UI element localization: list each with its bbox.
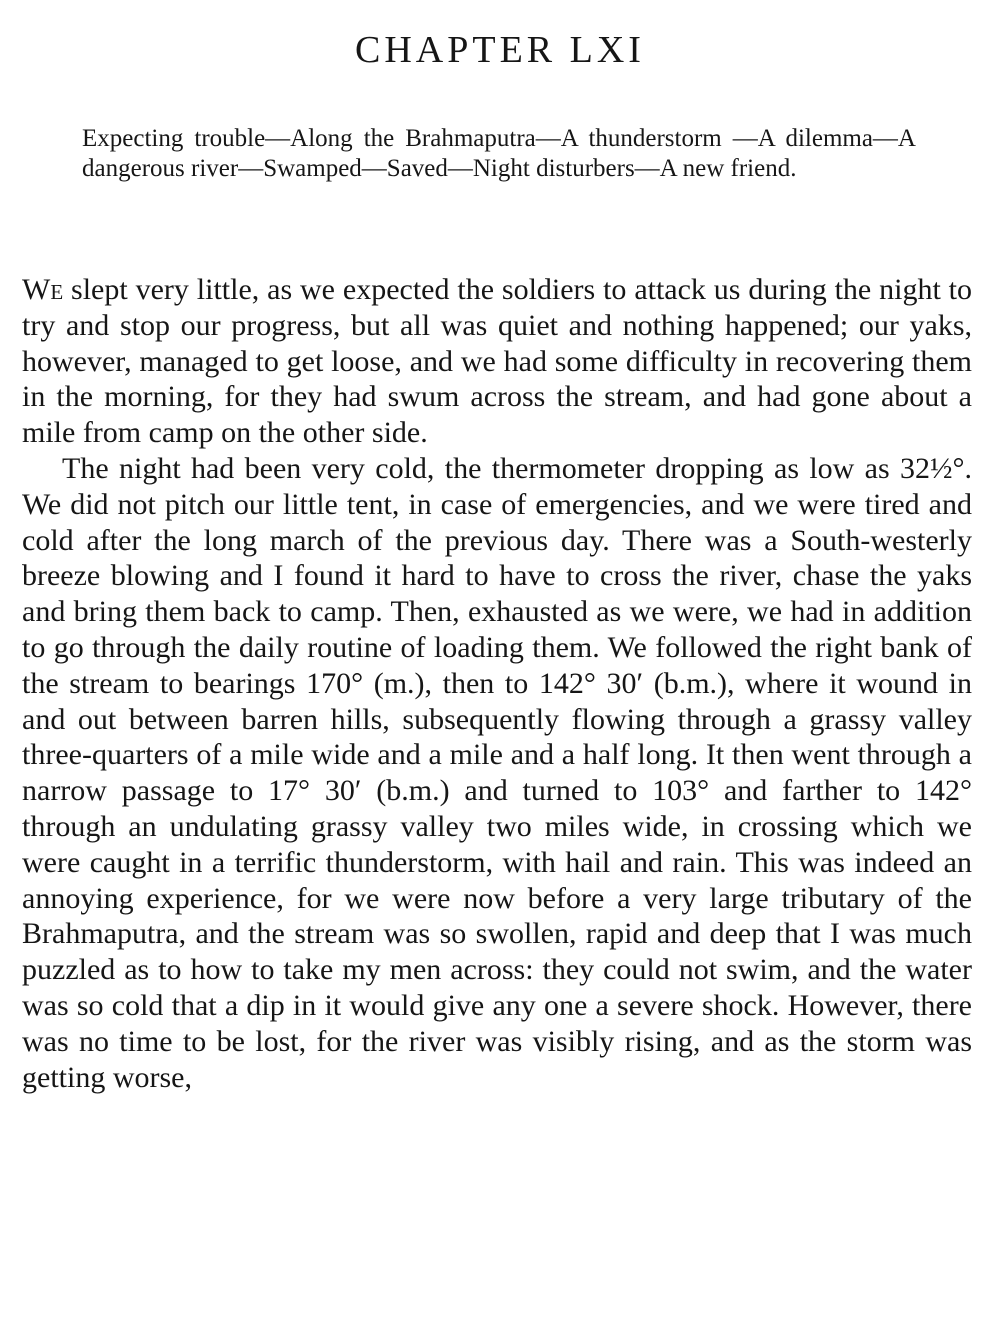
paragraph-1-text: slept very little, as we expected the soldiers to attack us during the night to try and stop our progress, but all was quiet and nothing happened; our yaks, however, managed to get loose, and we had some difficulty in recovering them in the morning, for they had swum across the stream, and had gone about a mile from camp on the other side. (22, 273, 972, 450)
chapter-body (22, 272, 972, 1095)
chapter-title: CHAPTER LXI (355, 29, 645, 71)
paragraph-2: The night had been very cold, the thermometer dropping as low as 32½°. We did not pitch our little tent, in case of emergencies, and we were tired and cold after the long march of the previous day. There was a South-westerly breeze blowing and I found it hard to have to cross the river, chase the yaks and bring them back to camp. Then, exhausted as we were, we had in addition to go through the daily routine of loading them. We followed the right bank of the stream to bearings 170° (m.), then to 142° 30′ (b.m.), where it wound in and out between barren hills, subsequently flowing through a grassy valley three-quarters of a mile wide and a mile and a half long. It then went through a narrow passage to 17° 30′ (b.m.) and turned to 103° and farther to 142° through an undulating grassy valley two miles wide, in crossing which we were caught in a terrific thunderstorm, with hail and rain. This was indeed an annoying experience, for we were now before a very large tributary of the Brahmaputra, and the stream was so swollen, rapid and deep that I was much puzzled as to how to take my men across: they could not swim, and the water was so cold that a dip in it would give any one a severe shock. However, there was no time to be lost, for the river was visibly rising, and as the storm was getting worse, (22, 451, 972, 1094)
paragraph-1 (22, 272, 972, 451)
chapter-synopsis: Expecting trouble—Along the Brahmaputra—A thunderstorm —A dilemma—A dangerous river—Swamped—Saved—Night disturbers—A new friend. (82, 125, 916, 182)
opening-word: We (22, 273, 64, 306)
